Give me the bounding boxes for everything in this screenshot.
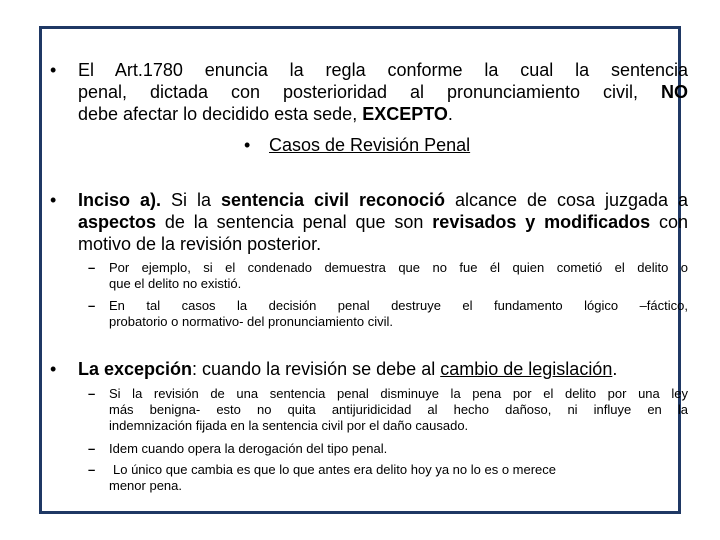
bullet-1-sub [269, 134, 470, 156]
bullet-1-text [78, 59, 688, 125]
bullet-1-line-3: debe afectar lo decidido esta sede, EXCEPTO. [78, 104, 453, 124]
bullet-2-sub-1: Por ejemplo, si el condenado demuestra que no fue él quien cometió el delito o que el delito no existió. [109, 260, 688, 291]
bullet-3-text: La excepción: cuando la revisión se debe al cambio de legislación. [78, 359, 618, 379]
bullet-1-line-2: penal, dictada con posterioridad al pronunciamiento civil, NO [78, 82, 688, 102]
bullet-2-sub-2: En tal casos la decisión penal destruye el fundamento lógico –fáctico, probatorio o normativo- del pronunciamiento civil. [109, 298, 688, 329]
la-excepcion: La excepción [78, 359, 193, 379]
bullet-1-line-1: El Art.1780 enuncia la regla conforme la cual la sentencia [78, 60, 688, 80]
bullet-marker: • [50, 190, 57, 210]
bullet-2-text [78, 189, 688, 255]
bullet-marker: • [50, 60, 57, 80]
bullet-2-line-1: Inciso a). Si la sentencia civil reconoció alcance de cosa juzgada a [78, 190, 688, 210]
sub-bullet-marker: • [244, 135, 251, 155]
dash-marker: – [88, 260, 96, 275]
bullet-2-line-2: aspectos de la sentencia penal que son revisados y modificados con [78, 212, 689, 232]
dash-marker: – [88, 386, 96, 401]
dash-marker: – [88, 298, 96, 313]
emphasis-excepto: EXCEPTO [362, 104, 448, 124]
casos-revision-penal: Casos de Revisión Penal [269, 135, 471, 155]
bullet-marker: • [50, 359, 57, 379]
bullet-3-sub-1: Si la revisión de una sentencia penal disminuye la pena por el delito por una ley más benigna- esto no quita antijuridicidad al hecho dañoso, ni influye en la indemnización fijada en la sentencia civil por el daño causado. [109, 386, 688, 433]
dash-marker: – [88, 462, 96, 477]
dash-marker: – [88, 441, 96, 456]
cambio-de-legislacion: cambio de legislación [440, 359, 613, 379]
emphasis-no: NO [660, 82, 688, 102]
bullet-3-sub-3: Lo único que cambia es que lo que antes era delito hoy ya no lo es o merece menor pena. [109, 462, 557, 493]
bullet-3-sub-2: Idem cuando opera la derogación del tipo penal. [109, 441, 388, 456]
bullet-2-line-3: motivo de la revisión posterior. [78, 234, 322, 254]
